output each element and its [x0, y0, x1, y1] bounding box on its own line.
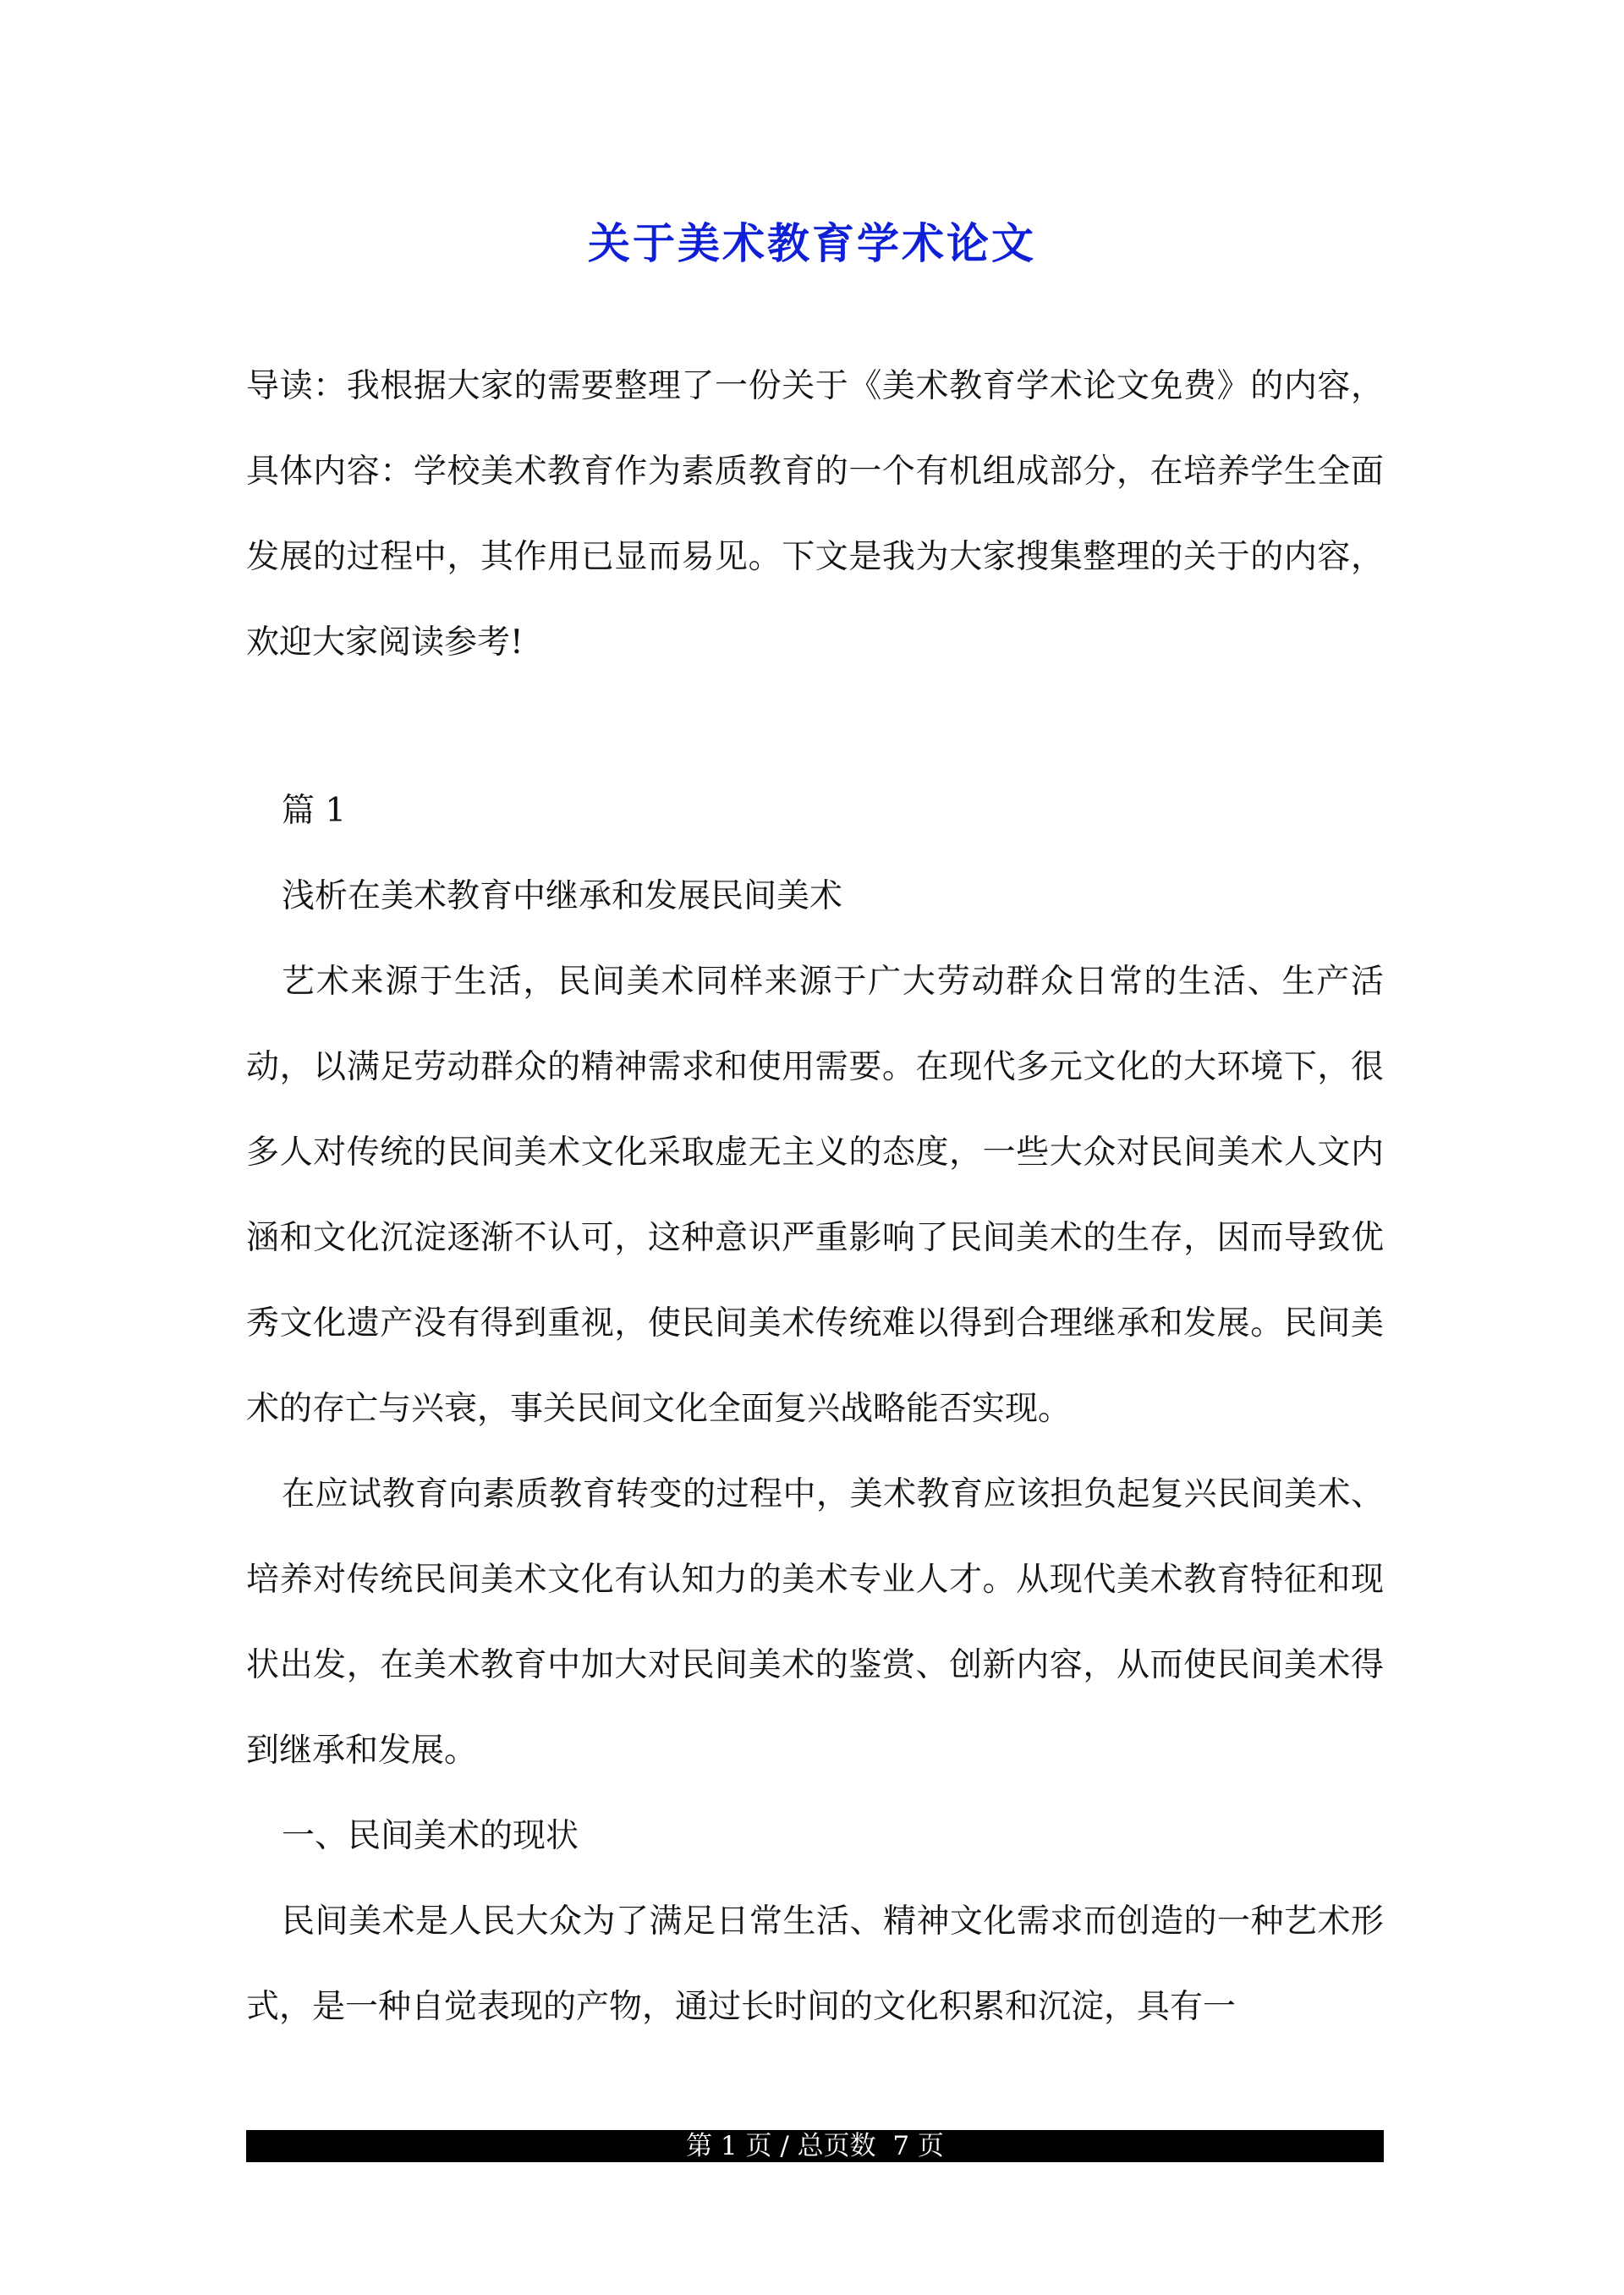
document-title: 关于美术教育学术论文	[588, 219, 1036, 268]
section-heading-piece-1: 篇 1	[282, 792, 347, 830]
page-number-text: 第 1 页 / 总页数 7 页	[686, 2131, 944, 2161]
intro-paragraph: 导读：我根据大家的需要整理了一份关于《美术教育学术论文免费》的内容，具体内容：学校美术教育作为素质教育的一个有机组成部分，在培养学生全面发展的过程中，其作用已显而易见。下文是我为大家搜集整理的关于的内容，欢迎大家阅读参考!	[246, 367, 1384, 662]
body-paragraph: 民间美术是人民大众为了满足日常生活、精神文化需求而创造的一种艺术形式，是一种自觉表现的产物，通过长时间的文化积累和沉淀，具有一	[246, 1902, 1384, 2026]
page-footer	[246, 2130, 1384, 2162]
body-paragraph: 在应试教育向素质教育转变的过程中，美术教育应该担负起复兴民间美术、培养对传统民间美术文化有认知力的美术专业人才。从现代美术教育特征和现状出发，在美术教育中加大对民间美术的鉴赏、创新内容，从而使民间美术得到继承和发展。	[246, 1475, 1384, 1770]
section-heading: 一、民间美术的现状	[282, 1817, 579, 1855]
body-paragraph: 艺术来源于生活，民间美术同样来源于广大劳动群众日常的生活、生产活动，以满足劳动群众的精神需求和使用需要。在现代多元文化的大环境下，很多人对传统的民间美术文化采取虚无主义的态度，一些大众对民间美术人文内涵和文化沉淀逐渐不认可，这种意识严重影响了民间美术的生存，因而导致优秀文化遗产没有得到重视，使民间美术传统难以得到合理继承和发展。民间美术的存亡与兴衰，事关民间文化全面复兴战略能否实现。	[246, 963, 1384, 1428]
document-body	[246, 343, 1384, 2050]
article-title: 浅析在美术教育中继承和发展民间美术	[282, 877, 843, 915]
